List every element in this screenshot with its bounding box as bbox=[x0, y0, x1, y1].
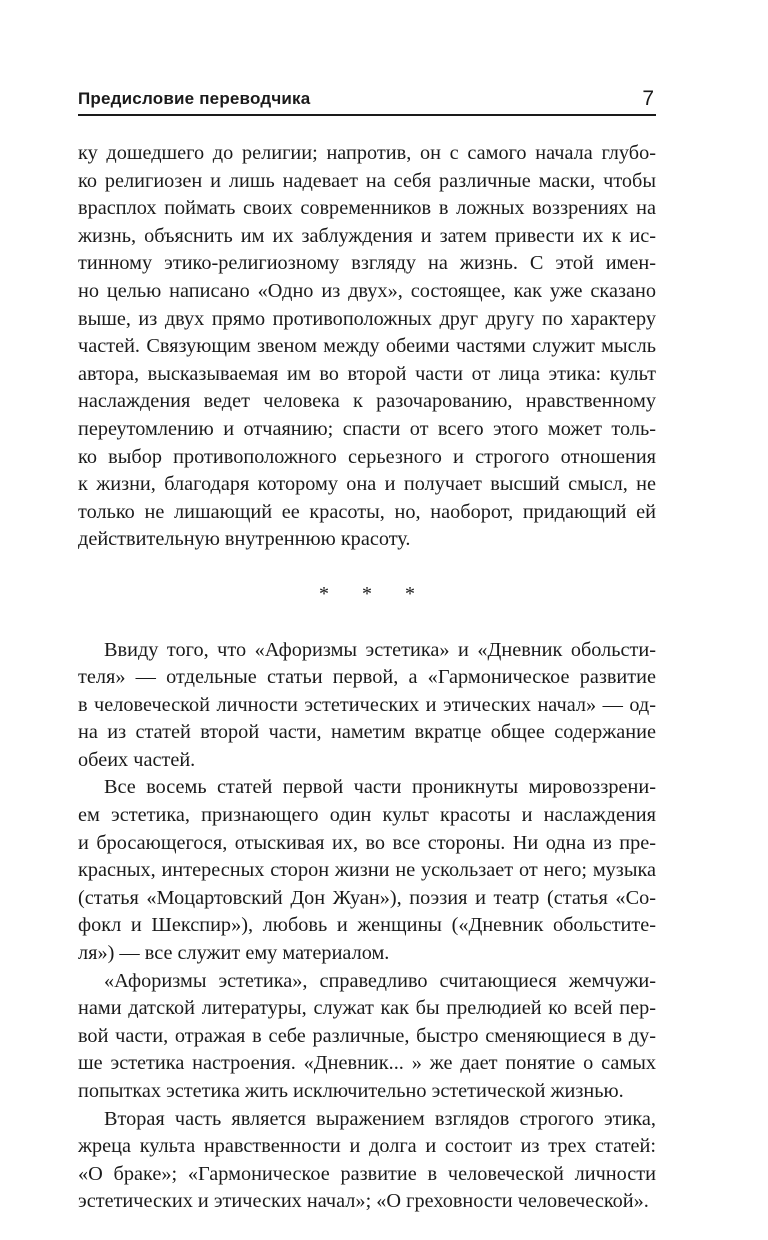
text-line: ко религиозен и лишь надевает на себя различные маски, чтобы bbox=[78, 169, 656, 192]
text-line: ля») — все служит ему материалом. bbox=[78, 942, 390, 965]
text-line: Вторая часть является выражением взглядов строгого этика, bbox=[104, 1107, 656, 1130]
text-line: наслаждения ведет человека к разочарованию, нравственному bbox=[78, 390, 656, 413]
text-line: действительную внутреннюю красоту. bbox=[78, 528, 411, 551]
paragraph-continuation bbox=[78, 140, 656, 554]
text-line: «О браке»; «Гармоническое развитие в человеческой личности bbox=[78, 1162, 656, 1185]
text-line: Все восемь статей первой части проникнуты мировоззрени- bbox=[104, 776, 656, 799]
text-line: выше, из двух прямо противоположных друг другу по характеру bbox=[78, 307, 656, 330]
text-line: автора, высказываемая им во второй части от лица этика: культ bbox=[78, 362, 656, 385]
text-line: ше эстетика настроения. «Дневник... » же дает понятие о самых bbox=[78, 1052, 656, 1075]
text-line: в человеческой личности эстетических и этических начал» — од- bbox=[78, 693, 656, 716]
text-line: Ввиду того, что «Афоризмы эстетика» и «Дневник обольсти- bbox=[104, 638, 656, 661]
text-line: фокл и Шекспир»), любовь и женщины («Дневник обольстите- bbox=[78, 914, 656, 937]
text-line: ко выбор противоположного серьезного и строгого отношения bbox=[78, 445, 656, 468]
text-line: обеих частей. bbox=[78, 748, 196, 771]
running-header bbox=[78, 84, 656, 116]
chapter-title: Предисловие переводчика bbox=[78, 89, 311, 108]
text-line: и бросающегося, отыскивая их, во все стороны. Ни одна из пре- bbox=[78, 831, 656, 854]
text-line: жизнь, объяснить им их заблуждения и затем привести их к ис- bbox=[78, 224, 656, 247]
paragraph bbox=[78, 1106, 656, 1216]
text-line: (статья «Моцартовский Дон Жуан»), поэзия и театр (статья «Со- bbox=[78, 886, 656, 909]
text-line: только не лишающий ее красоты, но, наоборот, придающий ей bbox=[78, 500, 656, 523]
body-text bbox=[78, 140, 656, 1216]
text-line: вой части, отражая в себе различные, быстро сменяющиеся в ду- bbox=[78, 1024, 656, 1047]
text-line: частей. Связующим звеном между обеими частями служит мысль bbox=[78, 335, 656, 358]
text-line: попытках эстетика жить исключительно эстетической жизнью. bbox=[78, 1080, 624, 1102]
text-line: к жизни, благодаря которому она и получает высший смысл, не bbox=[78, 473, 656, 496]
text-line: но целью написано «Одно из двух», состоящее, как уже сказано bbox=[78, 279, 656, 302]
text-line: ку дошедшего до религии; напротив, он с самого начала глубо- bbox=[78, 142, 656, 164]
text-line: жреца культа нравственности и долга и состоит из трех статей: bbox=[78, 1135, 656, 1158]
page-number: 7 bbox=[642, 87, 654, 110]
paragraph bbox=[78, 968, 656, 1106]
text-line: красных, интересных сторон жизни не ускользает от него; музыка bbox=[78, 859, 656, 882]
text-line: на из статей второй части, наметим вкратце общее содержание bbox=[78, 721, 656, 744]
text-line: врасплох поймать своих современников в ложных воззрениях на bbox=[78, 197, 656, 220]
text-line: эстетических и этических начал»; «О греховности человеческой». bbox=[78, 1190, 649, 1213]
text-line: переутомлению и отчаянию; спасти от всего этого может толь- bbox=[78, 417, 656, 440]
text-line: нами датской литературы, служат как бы прелюдией ко всей пер- bbox=[78, 997, 656, 1020]
text-line: ем эстетика, признающего один культ красоты и наслаждения bbox=[78, 804, 656, 827]
text-line: тинному этико-религиозному взгляду на жизнь. С этой имен- bbox=[78, 252, 656, 275]
text-line: «Афоризмы эстетика», справедливо считающиеся жемчужи- bbox=[104, 969, 656, 992]
paragraph bbox=[78, 774, 656, 967]
text-line: теля» — отдельные статьи первой, а «Гармоническое развитие bbox=[78, 666, 656, 689]
section-separator: * * * bbox=[319, 582, 429, 605]
paragraph bbox=[78, 637, 656, 775]
